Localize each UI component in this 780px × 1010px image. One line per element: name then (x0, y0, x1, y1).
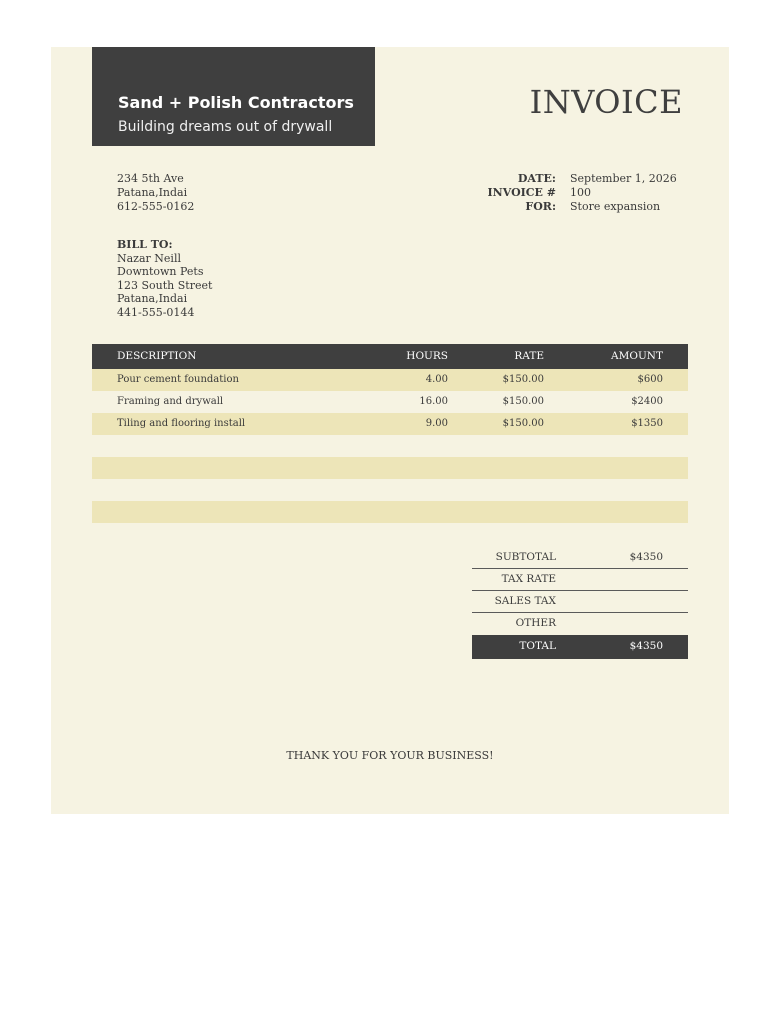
invoice-title: INVOICE (529, 83, 683, 121)
invoice-page (51, 47, 729, 814)
invoice-number-value: 100 (570, 186, 591, 199)
tax-rate-label: TAX RATE (501, 573, 556, 585)
bill-to (117, 238, 212, 319)
company-banner (92, 47, 375, 146)
header-amount: AMOUNT (611, 350, 663, 362)
bill-to-line: 123 South Street (117, 278, 213, 292)
table-row-empty (92, 523, 688, 545)
bill-to-line: Nazar Neill (117, 251, 181, 265)
total-value: $4350 (629, 640, 663, 652)
cell-rate: $150.00 (502, 374, 544, 385)
table-header (92, 344, 688, 369)
table-row (92, 369, 688, 391)
bill-to-heading: BILL TO: (117, 238, 173, 251)
address-line: 234 5th Ave (117, 172, 184, 185)
cell-description: Framing and drywall (117, 396, 224, 407)
header-rate: RATE (514, 350, 544, 362)
cell-hours: 9.00 (425, 418, 448, 429)
company-address (117, 172, 194, 214)
table-row (92, 413, 688, 435)
table-body (92, 369, 688, 545)
invoice-number-label: INVOICE # (487, 186, 556, 199)
cell-hours: 4.00 (425, 374, 448, 385)
header-hours: HOURS (406, 350, 448, 362)
subtotal-value: $4350 (629, 551, 663, 563)
company-phone: 612-555-0162 (117, 200, 195, 213)
bill-to-line: Patana,Indai (117, 292, 188, 305)
bill-to-line: Downtown Pets (117, 265, 204, 278)
total-label: TOTAL (519, 640, 556, 652)
address-line: Patana,Indai (117, 186, 188, 199)
sales-tax-row (472, 591, 688, 613)
other-row (472, 613, 688, 634)
cell-amount: $1350 (631, 418, 663, 429)
header-description: DESCRIPTION (117, 350, 197, 362)
company-name: Sand + Polish Contractors (118, 93, 354, 112)
table-row (92, 391, 688, 413)
totals-block (472, 547, 688, 659)
for-label: FOR: (525, 200, 556, 213)
date-value: September 1, 2026 (570, 172, 677, 185)
cell-hours: 16.00 (419, 396, 448, 407)
for-value: Store expansion (570, 200, 661, 213)
date-label: DATE: (517, 172, 556, 185)
cell-rate: $150.00 (502, 418, 544, 429)
line-items-table (92, 344, 688, 545)
bill-to-line: 441-555-0144 (117, 305, 195, 319)
cell-amount: $2400 (631, 396, 663, 407)
table-row-empty (92, 501, 688, 523)
company-tagline: Building dreams out of drywall (118, 119, 333, 135)
invoice-meta-labels (456, 172, 556, 214)
subtotal-row (472, 547, 688, 569)
total-row (472, 635, 688, 659)
cell-description: Pour cement foundation (117, 374, 239, 385)
table-row-empty (92, 457, 688, 479)
thank-you-note: THANK YOU FOR YOUR BUSINESS! (286, 749, 494, 762)
cell-description: Tiling and flooring install (117, 418, 246, 429)
cell-amount: $600 (637, 374, 663, 385)
subtotal-label: SUBTOTAL (495, 551, 556, 563)
sales-tax-label: SALES TAX (494, 595, 556, 607)
table-row-empty (92, 435, 688, 457)
other-label: OTHER (515, 617, 556, 629)
invoice-meta-values (570, 172, 677, 214)
tax-rate-row (472, 569, 688, 591)
table-row-empty (92, 479, 688, 501)
cell-rate: $150.00 (502, 396, 544, 407)
